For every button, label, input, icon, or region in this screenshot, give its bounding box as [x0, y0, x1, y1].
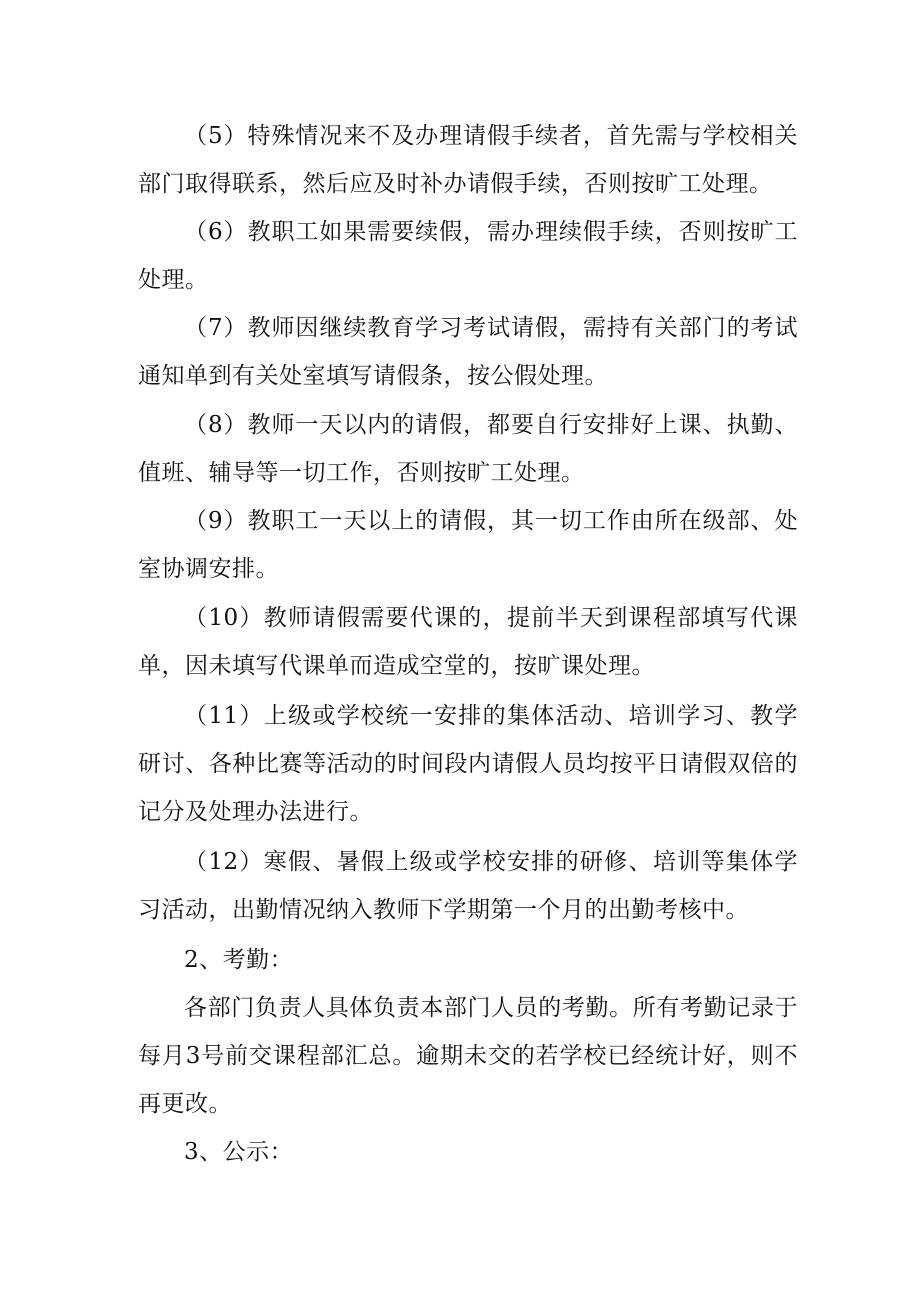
- section-heading-publicity: 3、公示：: [184, 1139, 294, 1165]
- paragraph-item-7: （7）教师因继续教育学习考试请假，需持有关部门的考试通知单到有关处室填写请假条，按公假处理。: [138, 315, 798, 389]
- paragraph-item-12: （12）寒假、暑假上级或学校安排的研修、培训等集体学习活动，出勤情况纳入教师下学期第一个月的出勤考核中。: [138, 849, 798, 923]
- paragraph-item-5: （5）特殊情况来不及办理请假手续者，首先需与学校相关部门取得联系，然后应及时补办请假手续，否则按旷工处理。: [138, 123, 798, 197]
- paragraph-item-10: （10）教师请假需要代课的，提前半天到课程部填写代课单，因未填写代课单而造成空堂的，按旷课处理。: [138, 605, 798, 679]
- paragraph-item-9: （9）教职工一天以上的请假，其一切工作由所在级部、处室协调安排。: [138, 508, 798, 582]
- section-heading-attendance: 2、考勤：: [184, 947, 294, 973]
- paragraph-item-8: （8）教师一天以内的请假，都要自行安排好上课、执勤、值班、辅导等一切工作，否则按旷工处理。: [138, 412, 798, 486]
- paragraph-attendance: 各部门负责人具体负责本部门人员的考勤。所有考勤记录于每月3号前交课程部汇总。逾期未交的若学校已经统计好，则不再更改。: [138, 995, 798, 1117]
- paragraph-item-11: （11）上级或学校统一安排的集体活动、培训学习、教学研讨、各种比赛等活动的时间段内请假人员均按平日请假双倍的记分及处理办法进行。: [138, 703, 798, 825]
- paragraph-item-6: （6）教职工如果需要续假，需办理续假手续，否则按旷工处理。: [138, 219, 798, 293]
